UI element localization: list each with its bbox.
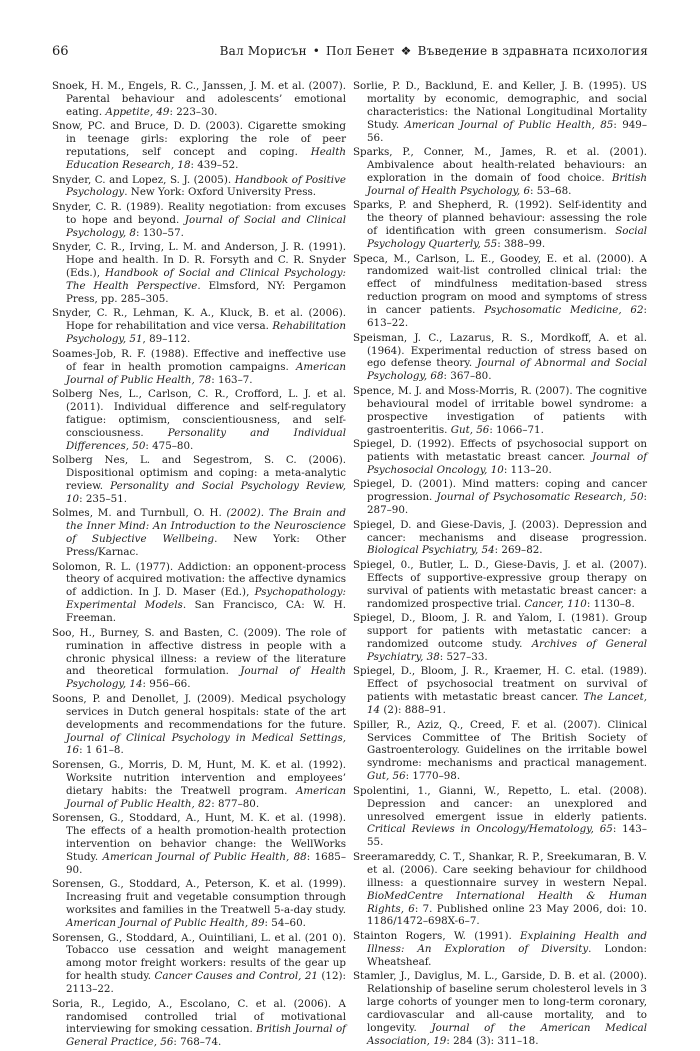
reference-text: Sparks, P., Conner, M., James, R. et al. (2001). Ambivalence about health-related behaviours: an exploration in the domain of food choice. <box>353 146 647 184</box>
reference-entry <box>353 612 647 664</box>
reference-entry <box>353 719 647 784</box>
reference-pages: , 89–112. <box>142 333 191 346</box>
author-name: Вал Морисън <box>219 44 307 58</box>
reference-pages: : 475–80. <box>145 439 194 452</box>
bullet-separator: • <box>312 44 321 58</box>
reference-source: Handbook of Social and Clinical Psychology: The Health Perspective <box>66 267 346 292</box>
reference-text: Solberg Nes, L., Carlson, C. R., Crofford, L. J. et al. (2011). Individual difference and self-regulatory fatigue: optimism, conscientiousness, and self-consciousness. <box>52 388 346 439</box>
reference-text: Sreeramareddy, C. T., Shankar, R. P., Sreekumaran, B. V. et al. (2006). Care seeking behaviour for childhood illness: a questionnaire survey in western Nepal. <box>353 850 647 889</box>
reference-text: Sorensen, G., Stoddard, A., Hunt, M. K. et al. (1998). The effects of a health promotion-health protection intervention on behavior change: the WellWorks Study. <box>52 812 346 863</box>
reference-text: Stamler, J., Daviglus, M. L., Garside, D. B. et al. (2000). Relationship of baseline serum cholesterol levels in 3 large cohorts of younger men to long-term coronary, cardiovascular and all-cause mortality, and to longevity. <box>353 970 647 1034</box>
reference-source: Explaining Health and Illness: An Exploration of Diversity <box>367 929 647 955</box>
reference-entry <box>353 970 647 1047</box>
reference-text: Soo, H., Burney, S. and Basten, C. (2009). The role of rumination in affective distress in people with a chronic physical illness: a review of the literature and theoretical formulation. <box>52 626 346 678</box>
reference-pages: (12): 2113–22. <box>66 970 347 996</box>
reference-source: Psychopathology: Experimental Models <box>66 586 346 612</box>
reference-source: American Journal of Public Health, 85 <box>404 118 614 131</box>
reference-entry <box>52 812 346 877</box>
reference-source: Personality and Individual Differences, 50 <box>66 426 346 452</box>
reference-text: Solmes, M. and Turnbull, O. H. <box>52 507 227 520</box>
reference-source: Journal of Clinical Psychology in Medical Settings, 16 <box>66 731 346 757</box>
reference-source: Cancer, 110 <box>524 597 587 610</box>
reference-entry <box>52 998 346 1050</box>
reference-text: Spiegel, D., Bloom, J. R. and Yalom, I. (1981). Group support for patients with metastatic cancer: a randomized outcome study. <box>353 612 647 650</box>
reference-source: American Journal of Public Health, 88 <box>102 850 307 863</box>
reference-pages: : 54–60. <box>264 917 306 929</box>
reference-pages: : 1130–8. <box>586 597 635 610</box>
reference-pages: : 388–99. <box>497 238 546 251</box>
reference-pages: : 956–66. <box>142 678 191 691</box>
reference-source: Gut, 56 <box>367 770 406 783</box>
reference-entry <box>52 627 346 692</box>
reference-entry <box>52 878 346 930</box>
reference-text: Soames-Job, R. F. (1988). Effective and ineffective use of fear in health promotion campaigns. <box>52 347 346 373</box>
reference-entry <box>52 348 346 387</box>
reference-pages: : 768–74. <box>173 1036 222 1049</box>
reference-source: Journal of Health Psychology, 14 <box>66 665 347 691</box>
reference-entry <box>52 388 346 453</box>
reference-entry <box>353 332 647 384</box>
reference-entry <box>52 201 346 240</box>
reference-source: Rehabilitation Psychology, 51 <box>66 320 346 346</box>
reference-source: Psychosomatic Medicine, 62 <box>484 304 644 317</box>
reference-pages: : 113–20. <box>503 463 552 476</box>
reference-pages: . London: Wheatsheaf. <box>367 942 648 968</box>
reference-source: Journal of Psychosocial Oncology, 10 <box>367 450 647 476</box>
reference-source: American Journal of Public Health, 89 <box>66 917 265 929</box>
reference-pages: : 1 61–8. <box>79 744 124 757</box>
reference-entry <box>52 174 346 200</box>
reference-text: Sorensen, G., Morris, D. M, Hunt, M. K. et al. (1992). Worksite nutrition intervention and employees’ dietary habits: the Treatwell program. <box>52 758 346 797</box>
reference-entry <box>353 930 647 969</box>
reference-entry <box>52 561 346 626</box>
reference-source: (2002). The Brain and the Inner Mind: An Introduction to the Neuroscience of Subjective Wellbeing <box>66 507 346 546</box>
reference-pages: . New York: Oxford University Press. <box>124 186 317 199</box>
reference-source: The Lancet, 14 <box>367 691 647 717</box>
reference-entry <box>353 519 647 558</box>
reference-entry <box>353 146 647 198</box>
reference-source: Gut, 56 <box>450 423 490 436</box>
reference-source: Handbook of Positive Psychology <box>66 173 346 199</box>
reference-entry <box>52 120 346 172</box>
reference-pages: : 613–22. <box>367 304 647 330</box>
reference-entry <box>353 559 647 611</box>
reference-source: Journal of Abnormal and Social Psychology, 68 <box>367 357 647 383</box>
reference-pages: : 527–33. <box>439 650 488 663</box>
reference-entry <box>52 307 346 346</box>
references-column-left <box>52 80 346 1051</box>
reference-pages: . Elmsford, NY: Pergamon Press, pp. 285–305. <box>66 279 346 305</box>
reference-text: Spiller, R., Aziz, Q., Creed, F. et al. (2007). Clinical Services Committee of The British Society of Gastroenterology. Guidelines on the irritable bowel syndrome: mechanisms and practical management. <box>353 718 647 770</box>
reference-pages: (2): 888–91. <box>380 704 446 717</box>
reference-pages: : 130–57. <box>135 226 184 239</box>
reference-text: Snow, PC. and Bruce, D. D. (2003). Cigarette smoking in teenage girls: exploring the role of peer reputations, self concept and coping. <box>52 120 346 159</box>
book-title: Въведение в здравната психология <box>417 44 648 58</box>
reference-entry <box>353 199 647 251</box>
ornament-separator: ❖ <box>400 44 412 58</box>
reference-entry <box>353 438 647 477</box>
reference-entry <box>52 693 346 758</box>
reference-pages: : 143–55. <box>367 823 647 849</box>
reference-text: Sorlie, P. D., Backlund, E. and Keller, J. B. (1995). US mortality by economic, demographic, and social characteristics: the National Longitudinal Mortality Study. <box>353 80 647 131</box>
reference-source: Appetite, 49 <box>105 105 170 118</box>
reference-text: Speisman, J. C., Lazarus, R. S., Mordkoff, A. et al. (1964). Experimental reduction of stress based on ego defense theory. <box>353 331 647 370</box>
reference-pages: . New York: Other Press/Karnac. <box>66 533 346 559</box>
reference-pages: : 439–52. <box>190 159 239 172</box>
reference-source: Health Education Research, 18 <box>66 146 346 172</box>
reference-entry <box>353 253 647 330</box>
reference-pages: : 235–51. <box>79 492 128 505</box>
reference-pages: : 269–82. <box>494 544 543 557</box>
reference-source: British Journal of Health Psychology, 6 <box>367 171 647 197</box>
reference-source: Critical Reviews in Oncology/Hematology, 65 <box>367 823 613 836</box>
reference-pages: : 287–90. <box>367 491 647 517</box>
reference-source: British Journal of General Practice, 56 <box>66 1023 346 1049</box>
reference-entry <box>52 80 346 119</box>
reference-entry <box>353 785 647 850</box>
reference-text: Spiegel, D. (2001). Mind matters: coping and cancer progression. <box>353 478 647 504</box>
reference-entry <box>353 665 647 717</box>
reference-text: Sorensen, G., Stoddard, A., Ouintiliani, L. et al. (201 0). Tobacco use cessation and weight management among motor freight workers: results of the gear up for health study. <box>52 931 346 983</box>
reference-pages: : 284 (3): 311–18. <box>446 1034 539 1047</box>
reference-entry <box>353 478 647 517</box>
reference-pages: : 53–68. <box>530 184 572 197</box>
reference-text: Spiegel, D. (1992). Effects of psychosocial support on patients with metastatic breast cancer. <box>353 438 647 463</box>
reference-pages: : 163–7. <box>211 373 253 386</box>
reference-entry <box>353 851 647 928</box>
reference-entry <box>52 507 346 559</box>
reference-text: Spence, M. J. and Moss-Morris, R. (2007). The cognitive behavioural model of irritable bowel syndrome: a prospective investigation of patients with gastroenteritis. <box>353 384 647 436</box>
reference-text: Sparks, P. and Shepherd, R. (1992). Self-identity and the theory of planned behaviour: assessing the role of identification with green consumerism. <box>353 199 647 238</box>
reference-pages: : 949–56. <box>367 118 647 144</box>
running-title <box>220 44 648 58</box>
references-column-right <box>353 80 647 1049</box>
reference-source: American Journal of Public Health, 82 <box>66 784 346 810</box>
reference-text: Soria, R., Legido, A., Escolano, C. et al. (2006). A randomised controlled trial of motivational interviewing for smoking cessation. <box>52 997 346 1036</box>
running-header <box>52 44 648 62</box>
page-number: 66 <box>52 44 69 59</box>
reference-text: Snoek, H. M., Engels, R. C., Janssen, J. M. et al. (2007). Parental behaviour and adolescents’ emotional eating. <box>52 80 346 118</box>
reference-source: Journal of Social and Clinical Psychology, 8 <box>66 213 346 239</box>
reference-pages: : 367–80. <box>443 370 492 383</box>
reference-pages: : 223–30. <box>169 105 218 118</box>
reference-source: Biological Psychiatry, 54 <box>367 544 495 557</box>
coauthor-name: Пол Бенет <box>326 44 395 58</box>
reference-text: Solomon, R. L. (1977). Addiction: an opponent-process theory of acquired motivation: the affective dynamics of addiction. In J. D. Maser (Ed.), <box>52 560 346 599</box>
reference-entry <box>353 385 647 437</box>
reference-entry <box>52 932 346 997</box>
reference-text: Soons, P. and Denollet, J. (2009). Medical psychology services in Dutch general hospitals: state of the art developments and recommendations for the future. <box>52 692 346 731</box>
reference-source: Archives of General Psychiatry, 38 <box>367 638 647 663</box>
reference-text: Sorensen, G., Stoddard, A., Peterson, K. et al. (1999). Increasing fruit and vegetable consumption through worksites and families in the Treatwell 5-a-day study. <box>52 878 346 917</box>
reference-text: Stainton Rogers, W. (1991). <box>353 929 521 942</box>
reference-source: Personality and Social Psychology Review, 10 <box>66 479 346 505</box>
reference-pages: : 877–80. <box>211 797 260 810</box>
reference-text: Snyder, C. R., Lehman, K. A., Kluck, B. et al. (2006). Hope for rehabilitation and vice versa. <box>52 307 346 333</box>
reference-source: Social Psychology Quarterly, 55 <box>367 225 647 251</box>
reference-text: Snyder, C. and Lopez, S. J. (2005). <box>52 173 235 186</box>
reference-pages: : 1770–98. <box>405 770 461 783</box>
reference-source: Journal of the American Medical Association, 19 <box>367 1021 647 1047</box>
reference-entry <box>52 759 346 811</box>
reference-source: BioMedCentre International Health & Human Rights, 6 <box>367 889 647 915</box>
reference-text: Spiegel, D., Bloom, J. R., Kraemer, H. C. etal. (1989). Effect of psychosocial treatment on survival of patients with metastatic breast cancer. <box>353 665 647 704</box>
reference-text: Snyder, C. R., Irving, L. M. and Anderson, J. R. (1991). Hope and health. In D. R. Forsyth and C. R. Snyder (Eds.), <box>52 241 346 280</box>
reference-entry <box>52 454 346 506</box>
reference-entry <box>52 241 346 306</box>
reference-source: Journal of Psychosomatic Research, 50 <box>436 491 644 504</box>
reference-pages: : 1685–90. <box>66 850 346 876</box>
reference-text: Speca, M., Carlson, L. E., Goodey, E. et al. (2000). A randomized wait-list controlled clinical trial: the effect of mindfulness meditation-based stress reduction program on mood and symptoms of stress in cancer patients. <box>353 252 647 317</box>
reference-source: American Journal of Public Health, 78 <box>66 360 346 386</box>
reference-pages: : 7. Published online 23 May 2006, doi: 10. 1186/1472–698X-6–7. <box>367 902 648 928</box>
reference-pages: . San Francisco, CA: W. H. Freeman. <box>66 599 346 625</box>
reference-text: Snyder, C. R. (1989). Reality negotiation: from excuses to hope and beyond. <box>52 200 346 226</box>
reference-entry <box>353 80 647 145</box>
reference-text: Spiegel, D. and Giese-Davis, J. (2003). Depression and cancer: mechanisms and disease progression. <box>353 518 647 544</box>
reference-pages: : 1066–71. <box>489 423 544 436</box>
reference-source: Cancer Causes and Control, 21 <box>154 970 318 983</box>
reference-text: Spiegel, 0., Butler, L. D., Giese-Davis, J. et al. (2007). Effects of supportive-expressive group therapy on survival of patients with metastatic breast cancer: a randomized prospective trial. <box>353 558 647 610</box>
reference-text: Solberg Nes, L. and Segestrom, S. C. (2006). Dispositional optimism and coping: a meta-analytic review. <box>52 454 346 492</box>
reference-text: Spolentini, 1., Gianni, W., Repetto, L. etal. (2008). Depression and cancer: an unexplored and unresolved emergent issue in elderly patients. <box>353 784 647 823</box>
